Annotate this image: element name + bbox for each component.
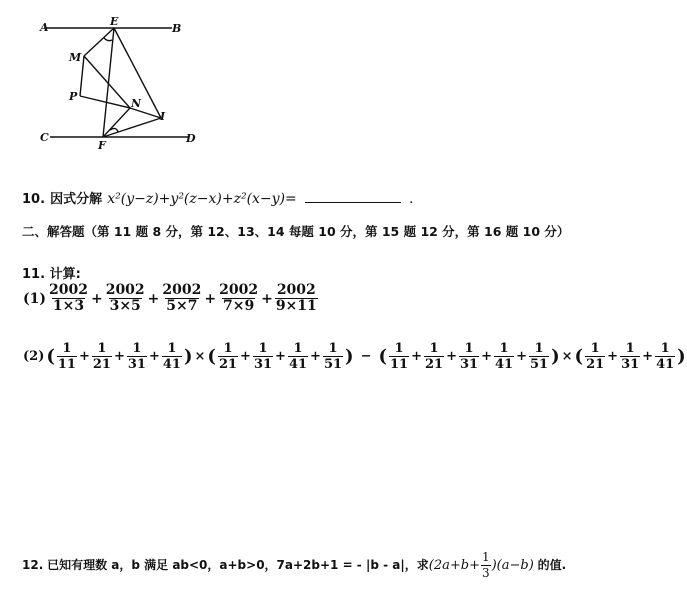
part-2-label: (2) — [23, 349, 45, 364]
fraction: $\frac{2002}{1\times 3}$ — [49, 282, 88, 314]
question-12-number: 12. — [22, 558, 44, 572]
point-d-label: D — [186, 132, 196, 145]
question-10 — [22, 188, 413, 207]
fraction: $\frac{2002}{9\times 11}$ — [275, 282, 317, 314]
point-a-label: A — [40, 21, 49, 34]
point-i-label: I — [160, 110, 166, 123]
question-12-expr-a: (2a+b+ — [428, 558, 480, 573]
angle-mark-e — [104, 38, 112, 41]
section-2-title: 二、解答题（第 11 题 8 分，第 12、13、14 每题 10 分，第 15 题 12 分，第 16 题 10 分） — [22, 224, 570, 239]
point-p-label: P — [69, 90, 78, 103]
fraction: $\frac{2002}{5\times 7}$ — [162, 282, 202, 314]
question-11-part-2: (2) ( $\frac{1}{11}$ + $\frac{1}{21}$ + $\frac{1}{31}$ + $\frac{1}{41}$ ) × ( $\frac{1}{21}$ + $\frac{1}{31}$ + $\frac{1}{41}$ + $\frac{1}{51}$ ) − ( $\frac{1}{11}$ + $\frac{1}{21}$ + $\frac{1}{31}$ + $\frac{1}{41}$ + $\frac{1}{51}$ ) × ( $\frac{1}{21}$ + $\frac{1}{31}$ + $\frac{1}{41}$ ) — [23, 341, 686, 372]
part-1-label: (1) — [23, 290, 46, 307]
question-12-expr-b: )(a−b) — [491, 558, 534, 573]
point-n-label: N — [131, 97, 142, 110]
question-10-end: . — [408, 191, 414, 207]
fraction: $\frac{1}{3}$ — [481, 550, 490, 580]
answer-blank — [305, 202, 401, 203]
point-m-label: M — [69, 51, 82, 64]
segment-ef — [103, 28, 114, 137]
point-c-label: C — [40, 131, 49, 144]
question-12 — [22, 550, 566, 581]
question-12-text: 已知有理数 a，b 满足 ab<0，a+b>0，7a+2b+1 = - |b - a|，求 — [47, 558, 429, 572]
question-11-part-1: (1) $\frac{2002}{1\times 3}$ + $\frac{2002}{3\times 5}$ + $\frac{2002}{5\times 7}$ + $\frac{2002}{7\times 9}$ + $\frac{2002}{9\times 11}$ — [23, 282, 317, 314]
question-10-expression: x²(y−z)+y²(z−x)+z²(x−y)= — [107, 191, 297, 207]
point-e-label: E — [110, 15, 119, 28]
question-11-number: 11. — [22, 267, 46, 282]
point-f-label: F — [98, 139, 106, 152]
angle-mark-f — [110, 128, 118, 132]
point-b-label: B — [172, 22, 182, 35]
question-11-label: 计算: — [49, 267, 81, 282]
fraction: $\frac{2002}{7\times 9}$ — [219, 282, 259, 314]
question-10-text: 因式分解 — [50, 192, 103, 207]
segment-pn — [80, 96, 130, 108]
fraction: $\frac{2002}{3\times 5}$ — [105, 282, 145, 314]
segment-em — [84, 28, 114, 56]
question-10-number: 10. — [22, 192, 46, 207]
question-12-end: 的值. — [537, 558, 567, 572]
question-11-header — [22, 263, 81, 282]
